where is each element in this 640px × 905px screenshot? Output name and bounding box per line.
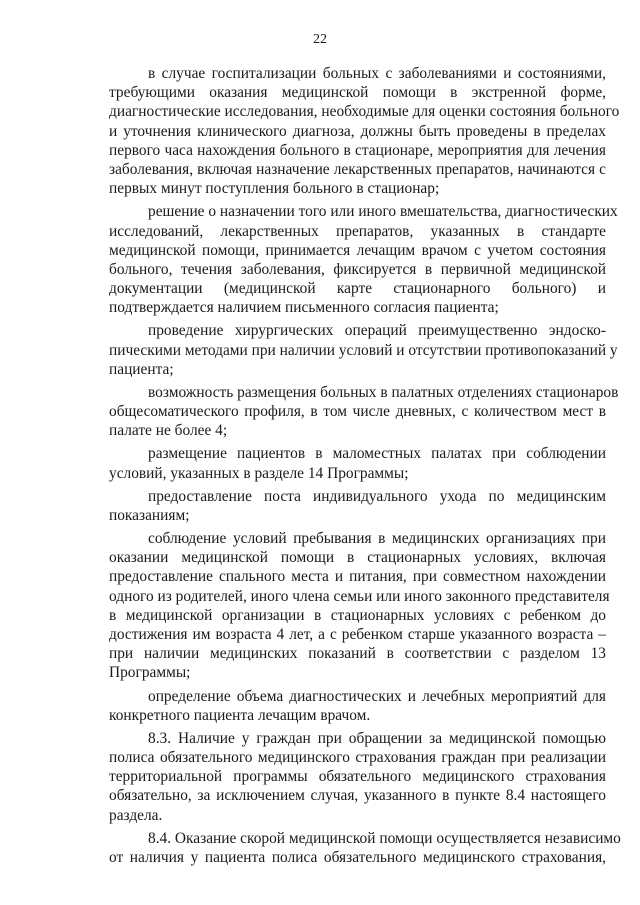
paragraph-line: 8.4. Оказание скорой медицинской помощи осуществляется независимо xyxy=(148,829,621,847)
paragraph-line: обязательно, за исключением случая, указанного в пункте 8.4 настоящего xyxy=(109,787,606,805)
paragraph-line: конкретного пациента лечащим врачом. xyxy=(109,706,371,724)
paragraph-line: показаниям; xyxy=(109,506,190,524)
paragraph-line: 8.3. Наличие у граждан при обращении за медицинской помощью xyxy=(148,729,606,747)
paragraph xyxy=(109,529,610,683)
paragraph-line: предоставление спального места и питания, при совместном нахождении xyxy=(109,568,606,586)
paragraph-line: пическими методами при наличии условий и отсутствии противопоказаний у xyxy=(109,341,618,359)
paragraph xyxy=(109,64,620,198)
paragraph-line: пациента; xyxy=(109,360,174,378)
paragraph-line: в медицинской организации в стационарных условиях с ребенком до xyxy=(109,606,606,624)
paragraph-line: оказании медицинской помощи в стационарных условиях, включая xyxy=(109,549,606,567)
paragraph-line: возможность размещения больных в палатных отделениях стационаров xyxy=(148,383,619,401)
paragraph-line: территориальной программы обязательного медицинского страхования xyxy=(109,768,606,786)
paragraph-line: исследований, лекарственных препаратов, указанных в стандарте xyxy=(109,222,606,240)
paragraph-line: соблюдение условий пребывания в медицинских организациях при xyxy=(148,530,606,548)
paragraph-line: достижения им возраста 4 лет, а с ребенком старше указанного возраста – xyxy=(109,626,606,644)
paragraph xyxy=(109,687,606,725)
paragraph xyxy=(109,202,618,317)
paragraph-line: и уточнения клинического диагноза, должны быть проведены в пределах xyxy=(109,122,606,140)
paragraph xyxy=(109,321,618,379)
paragraph-line: первого часа нахождения больного в стационаре, мероприятия для лечения xyxy=(109,141,606,159)
paragraph xyxy=(109,444,606,482)
paragraph xyxy=(109,487,606,525)
paragraph-line: подтверждается наличием письменного согласия пациента; xyxy=(109,299,499,317)
paragraph-line: решение о назначении того или иного вмешательства, диагностических xyxy=(148,203,618,221)
paragraph-line: медицинской помощи, принимается лечащим врачом с учетом состояния xyxy=(109,241,606,259)
page-number: 22 xyxy=(313,32,327,47)
paragraph-line: заболевания, включая назначение лекарственных препаратов, начинаются с xyxy=(109,161,606,179)
paragraph-line: условий, указанных в разделе 14 Программы; xyxy=(109,464,409,482)
paragraph-line: предоставление поста индивидуального ухода по медицинским xyxy=(148,487,606,505)
paragraph-line: общесоматического профиля, в том числе дневных, с количеством мест в xyxy=(109,403,606,421)
paragraph xyxy=(109,729,606,825)
paragraph-line: определение объема диагностических и лечебных мероприятий для xyxy=(148,687,606,705)
paragraph-line: размещение пациентов в маломестных палатах при соблюдении xyxy=(148,445,606,463)
paragraph-line: первых минут поступления больного в стационар; xyxy=(109,180,440,198)
paragraph-line: в случае госпитализации больных с заболеваниями и состояниями, xyxy=(148,65,606,82)
paragraph xyxy=(109,829,621,867)
paragraph-line: от наличия у пациента полиса обязательного медицинского страхования, xyxy=(109,848,606,866)
paragraph-line: при наличии медицинских показаний в соответствии с разделом 13 xyxy=(109,645,606,663)
paragraph-line: полиса обязательного медицинского страхования граждан при реализации xyxy=(109,749,606,767)
paragraph-line: раздела. xyxy=(109,806,163,824)
paragraph-line: проведение хирургических операций преимущественно эндоско- xyxy=(148,322,606,340)
paragraph-line: диагностические исследования, необходимые для оценки состояния больного xyxy=(109,103,620,121)
paragraph-line: больного, течения заболевания, фиксируется в первичной медицинской xyxy=(109,260,606,278)
paragraph-line: Программы; xyxy=(109,664,191,682)
paragraph-line: одного из родителей, иного члена семьи или иного законного представителя xyxy=(109,587,610,605)
paragraph-line: документации (медицинской карте стационарного больного) и xyxy=(109,280,606,298)
paragraph-line: требующими оказания медицинской помощи в экстренной форме, xyxy=(109,84,606,102)
document-body xyxy=(109,64,621,867)
paragraph-line: палате не более 4; xyxy=(109,422,228,440)
paragraph xyxy=(109,383,619,441)
